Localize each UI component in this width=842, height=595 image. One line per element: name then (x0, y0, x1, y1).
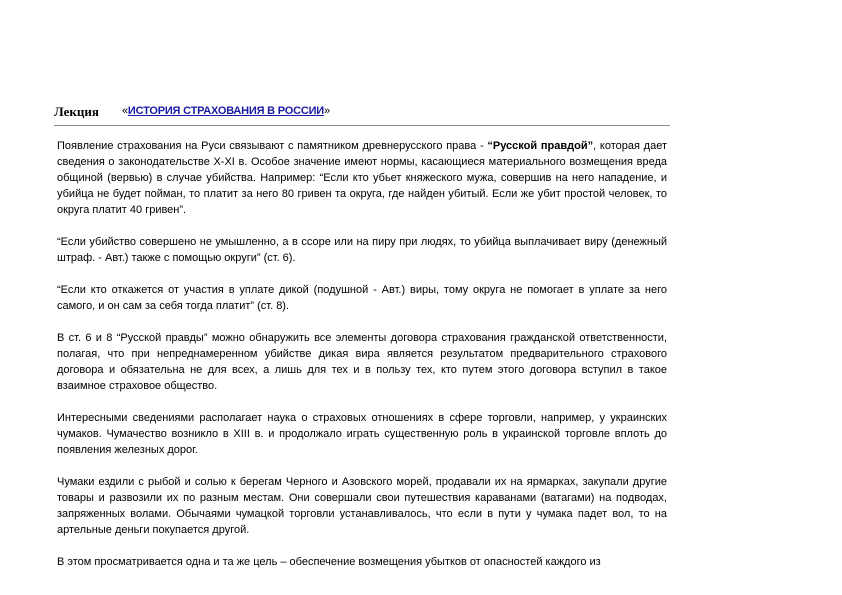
paragraph (57, 474, 667, 538)
text-run: “Если кто откажется от участия в уплате дикой (подушной - Авт.) виры, тому округа не помогает в уплате за него самого, и он сам за себя тогда платит” (ст. 8). (57, 284, 667, 312)
lecture-header (54, 104, 670, 126)
paragraph (57, 330, 667, 394)
text-run: В ст. 6 и 8 “Русской правды” можно обнаружить все элементы договора страхования гражданской ответственности, полагая, что при непреднамеренном убийстве дикая вира является результатом предварительного страхового договора и обязательна не для всех, а лишь для тех и в пользу тех, кто путем этого договора вступил в такое взаимное страховое общество. (57, 332, 667, 392)
paragraph (57, 410, 667, 458)
text-run: Чумаки ездили с рыбой и солью к берегам Черного и Азовского морей, продавали их на ярмарках, закупали другие товары и развозили их по разным местам. Они совершали свои путешествия караванами (ватагами) на подводах, запряженных волами. Обычаями чумацкой торговли устанавливалось, что если в пути у чумака падет вол, то на артельные деньги покупается другой. (57, 476, 667, 536)
text-run: В этом просматривается одна и та же цель – обеспечение возмещения убытков от опасностей каждого из (57, 556, 601, 568)
lecture-label: Лекция (54, 104, 99, 119)
text-run: “Если убийство совершено не умышленно, а в ссоре или на пиру при людях, то убийца выплачивает виру (денежный штраф. - Авт.) также с помощью округи” (ст. 6). (57, 236, 667, 264)
paragraph (57, 138, 667, 218)
text-run: Интересными сведениями располагает наука о страховых отношениях в сфере торговли, например, у украинских чумаков. Чумачество возникло в XIII в. и продолжало играть существенную роль в украинской торговле вплоть до появления железных дорог. (57, 412, 667, 456)
paragraph (57, 554, 667, 570)
text-run: , которая дает сведения о законодательстве X-XI в. Особое значение имеют нормы, касающиеся материального возмещения вреда общиной (вервью) в случае убийства. Например: “Если кто убьет княжеского мужа, совершив на него нападение, и убийца не будет пойман, то платит за него 80 гривен та округа, где найден убитый. Если же убит простой человек, то округа платит 40 гривен”. (57, 140, 667, 216)
paragraph (57, 234, 667, 266)
lecture-body (57, 138, 667, 586)
paragraph (57, 282, 667, 314)
lecture-title-link[interactable]: ИСТОРИЯ СТРАХОВАНИЯ В РОССИИ (127, 105, 325, 117)
quote-open: « (122, 105, 128, 117)
quote-close: » (324, 105, 330, 117)
lecture-title (122, 105, 330, 117)
bold-text: “Русской правдой” (487, 140, 594, 152)
text-run: Появление страхования на Руси связывают с памятником древнерусского права - (57, 140, 488, 152)
